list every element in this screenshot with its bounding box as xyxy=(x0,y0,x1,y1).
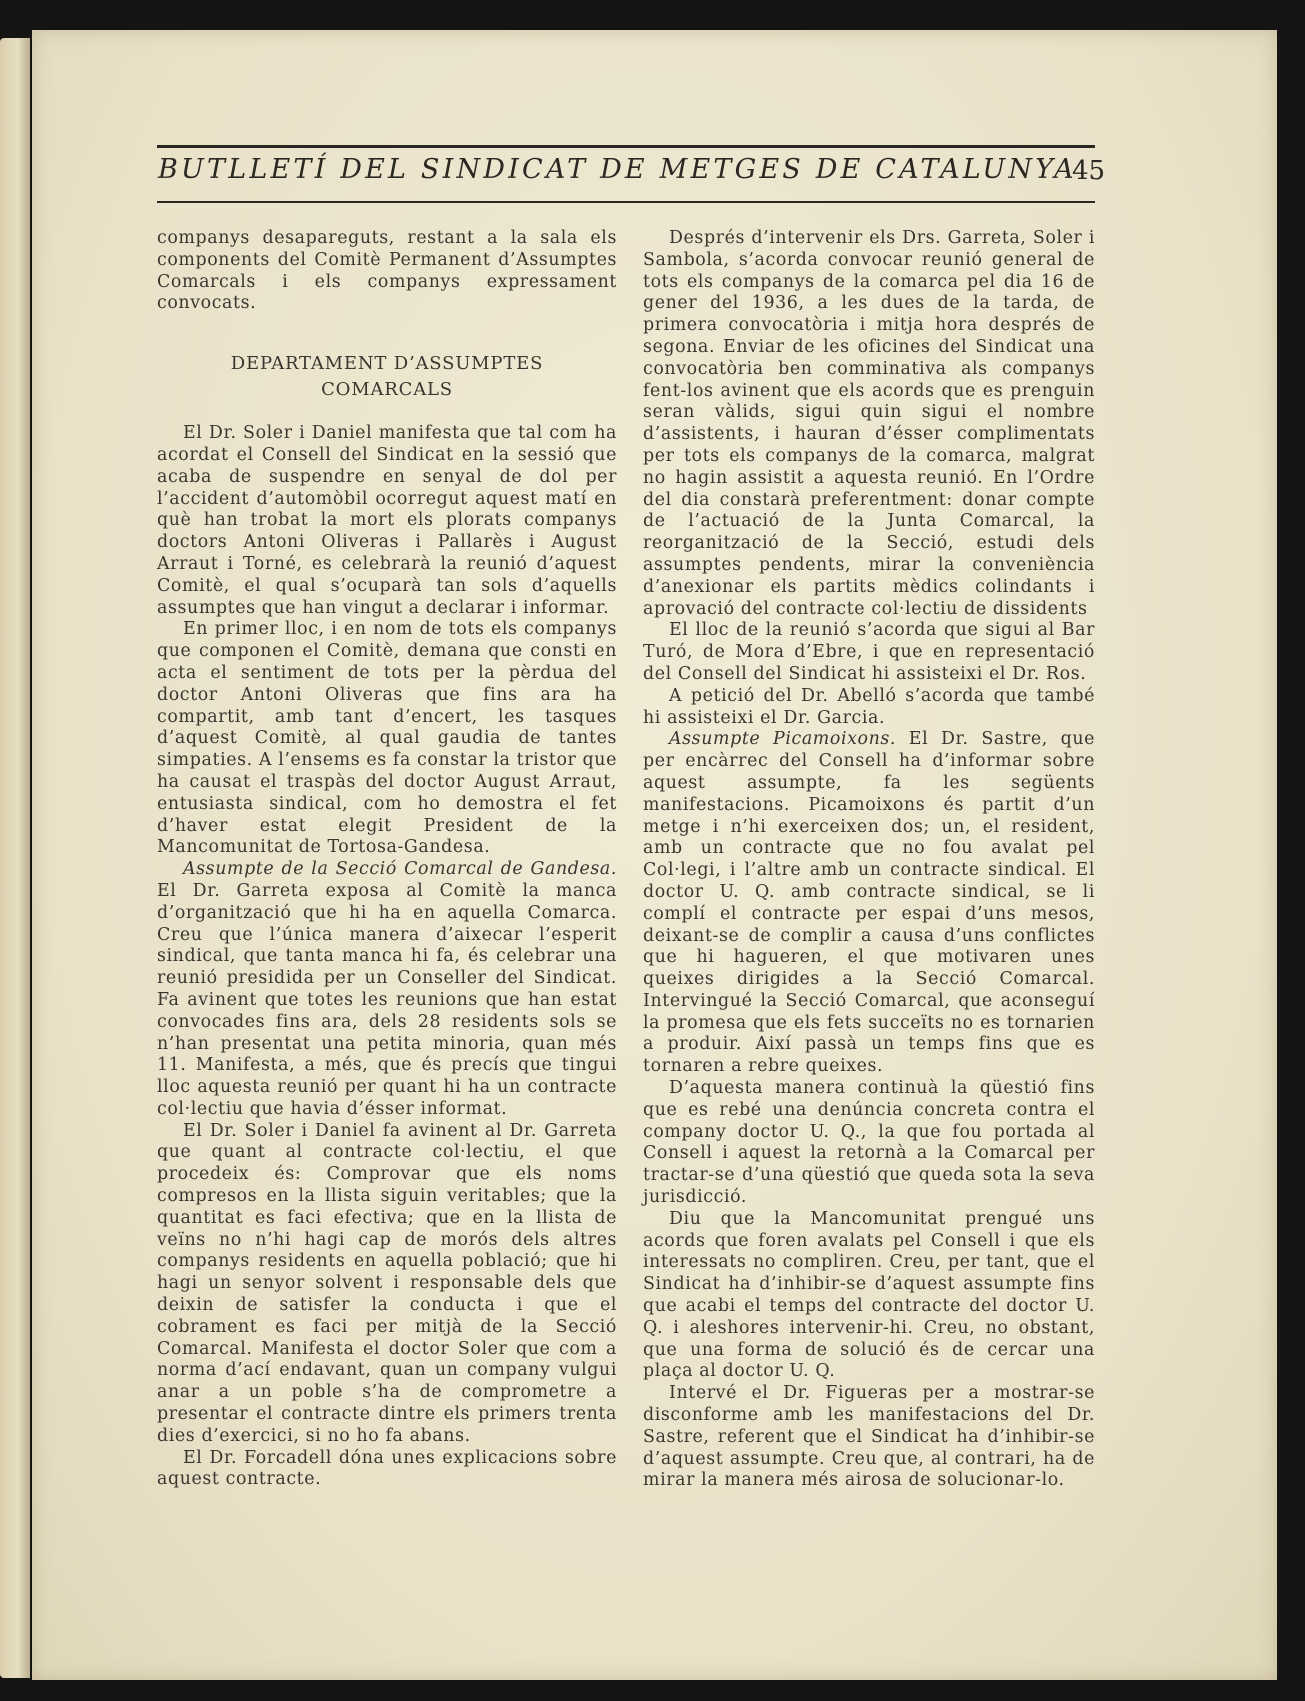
paragraph: El Dr. Soler i Daniel manifesta que tal com ha acordat el Consell del Sindicat en la sessió que acaba de suspendre en senyal de dol per l’accident d’automòbil ocorregut aquest matí en què han trobat la mort els plorats companys doctors Antoni Oliveras i Pallarès i August Arraut i Torné, es celebrarà la reunió d’aquest Comitè, el qual s’ocuparà tan sols d’aquells assumptes que han vingut a declarar i informar. xyxy=(157,423,617,618)
paragraph: Intervé el Dr. Figueras per a mostrar-se disconforme amb les manifestacions del Dr. Sastre, referent que el Sindicat ha d’inhibir-se d’aquest assumpte. Creu que, al contrari, ha de mirar la manera més airosa de solucionar-lo. xyxy=(643,1383,1095,1491)
header-rule-bottom xyxy=(157,201,1095,203)
left-column xyxy=(157,228,617,1491)
paragraph xyxy=(643,729,1095,1078)
page-number: 45 xyxy=(1072,156,1106,186)
document-page xyxy=(32,30,1277,1680)
paragraph xyxy=(157,859,617,1121)
right-column xyxy=(643,228,1095,1492)
paragraph: D’aquesta manera continuà la qüestió fins que es rebé una denúncia concreta contra el company doctor U. Q., la que fou portada al Consell i aquest la retornà a la Comarcal per tractar-se d’una qüestió que queda sota la seva jurisdicció. xyxy=(643,1078,1095,1208)
section-heading xyxy=(157,351,617,403)
adjacent-page-edge xyxy=(0,38,30,1678)
paragraph-text: El Dr. Sastre, que per encàrrec del Consell ha d’informar sobre aquest assumpte, fa les següents manifestacions. Picamoixons és partit d’un metge i n’hi exerceixen dos; un, el resident, amb un contracte que no fou avalat pel Col·legi, i l’altre amb un contracte sindical. El doctor U. Q. amb contracte sindical, se li complí el contracte per espai d’uns mesos, deixant-se de complir a causa d’uns conflictes que hi hagueren, el que motivaren unes queixes dirigides a la Secció Comarcal. Intervingué la Secció Comarcal, que aconseguí la promesa que els fets succeïts no es tornarien a produir. Així passà un temps fins que es tornaren a rebre queixes. xyxy=(643,729,1096,1077)
header-rule-top xyxy=(157,145,1095,148)
paragraph: El Dr. Soler i Daniel fa avinent al Dr. Garreta que quant al contracte col·lectiu, el que procedeix és: Comprovar que els noms compresos en la llista siguin veritables; que la quantitat es faci efectiva; que en la llista de veïns no n’hi hagi cap de morós dels altres companys residents en aquella població; que hi hagi un senyor solvent i responsable dels que deixin de satisfer la conducta i que el cobrament es faci per mitjà de la Secció Comarcal. Manifesta el doctor Soler que com a norma d’ací endavant, quan un company vulgui anar a un poble s’ha de comprometre a presentar el contracte dintre els primers trenta dies d’exercici, si no ho fa abans. xyxy=(157,1120,617,1446)
section-heading-line: COMARCALS xyxy=(321,379,453,401)
paragraph: companys desapareguts, restant a la sala els components del Comitè Permanent d’Assumptes Comarcals i els companys expressament convocats. xyxy=(157,228,617,314)
subsection-title: Assumpte Picamoixons. xyxy=(669,729,897,750)
paragraph: Diu que la Mancomunitat prengué uns acords que foren avalats pel Consell i que els interessats no compliren. Creu, per tant, que el Sindicat ha d’inhibir-se d’aquest assumpte fins que acabi el temps del contracte del doctor U. Q. i aleshores intervenir-hi. Creu, no obstant, que una forma de solució és de cercar una plaça al doctor U. Q. xyxy=(643,1208,1095,1382)
section-heading-line: DEPARTAMENT D’ASSUMPTES xyxy=(230,353,544,375)
running-header-title: BUTLLETÍ DEL SINDICAT DE METGES DE CATALUNYA xyxy=(158,154,1077,185)
paragraph: A petició del Dr. Abelló s’acorda que també hi assisteixi el Dr. Garcia. xyxy=(643,685,1095,728)
subsection-title: Assumpte de la Secció Comarcal de Gandesa. xyxy=(183,859,617,880)
paragraph: Després d’intervenir els Drs. Garreta, Soler i Sambola, s’acorda convocar reunió general de tots els companys de la comarca pel dia 16 de gener del 1936, a les dues de la tarda, de primera convocatòria i mitja hora després de segona. Enviar de les oficines del Sindicat una convocatòria ben comminativa als companys fent-los avinent que els acords que es prenguin seran vàlids, sigui quin sigui el nombre d’assistents, i hauran d’ésser complimentats per tots els companys de la comarca, malgrat no hagin assistit a aquesta reunió. En l’Ordre del dia constarà preferentment: donar compte de l’actuació de la Junta Comarcal, la reorganització de la Secció, estudi dels assumptes pendents, mirar la conveniència d’anexionar els partits mèdics colindants i aprovació del contracte col·lectiu de dissidents xyxy=(643,228,1095,619)
paragraph-text: El Dr. Garreta exposa al Comitè la manca d’organització que hi ha en aquella Comarca. Creu que l’única manera d’aixecar l’esperit sindical, que tanta manca hi fa, és celebrar una reunió presidida per un Conseller del Sindicat. Fa avinent que totes les reunions que han estat convocades fins ara, dels 28 residents sols se n’han presentat una petita minoria, quan més 11. Manifesta, a més, que és precís que tingui lloc aquesta reunió per quant hi ha un contracte col·lectiu que havia d’ésser informat. xyxy=(157,880,617,1119)
paragraph: El Dr. Forcadell dóna unes explicacions sobre aquest contracte. xyxy=(157,1447,617,1490)
paragraph: El lloc de la reunió s’acorda que sigui al Bar Turó, de Mora d’Ebre, i que en representació del Consell del Sindicat hi assisteixi el Dr. Ros. xyxy=(643,620,1095,684)
paragraph: En primer lloc, i en nom de tots els companys que componen el Comitè, demana que consti en acta el sentiment de tots per la pèrdua del doctor Antoni Oliveras que fins ara ha compartit, amb tant d’encert, les tasques d’aquest Comitè, al qual gaudia de tantes simpaties. A l’ensems es fa constar la tristor que ha causat el traspàs del doctor August Arraut, entusiasta sindical, com ho demostra el fet d’haver estat elegit President de la Mancomunitat de Tortosa-Gandesa. xyxy=(157,619,617,858)
